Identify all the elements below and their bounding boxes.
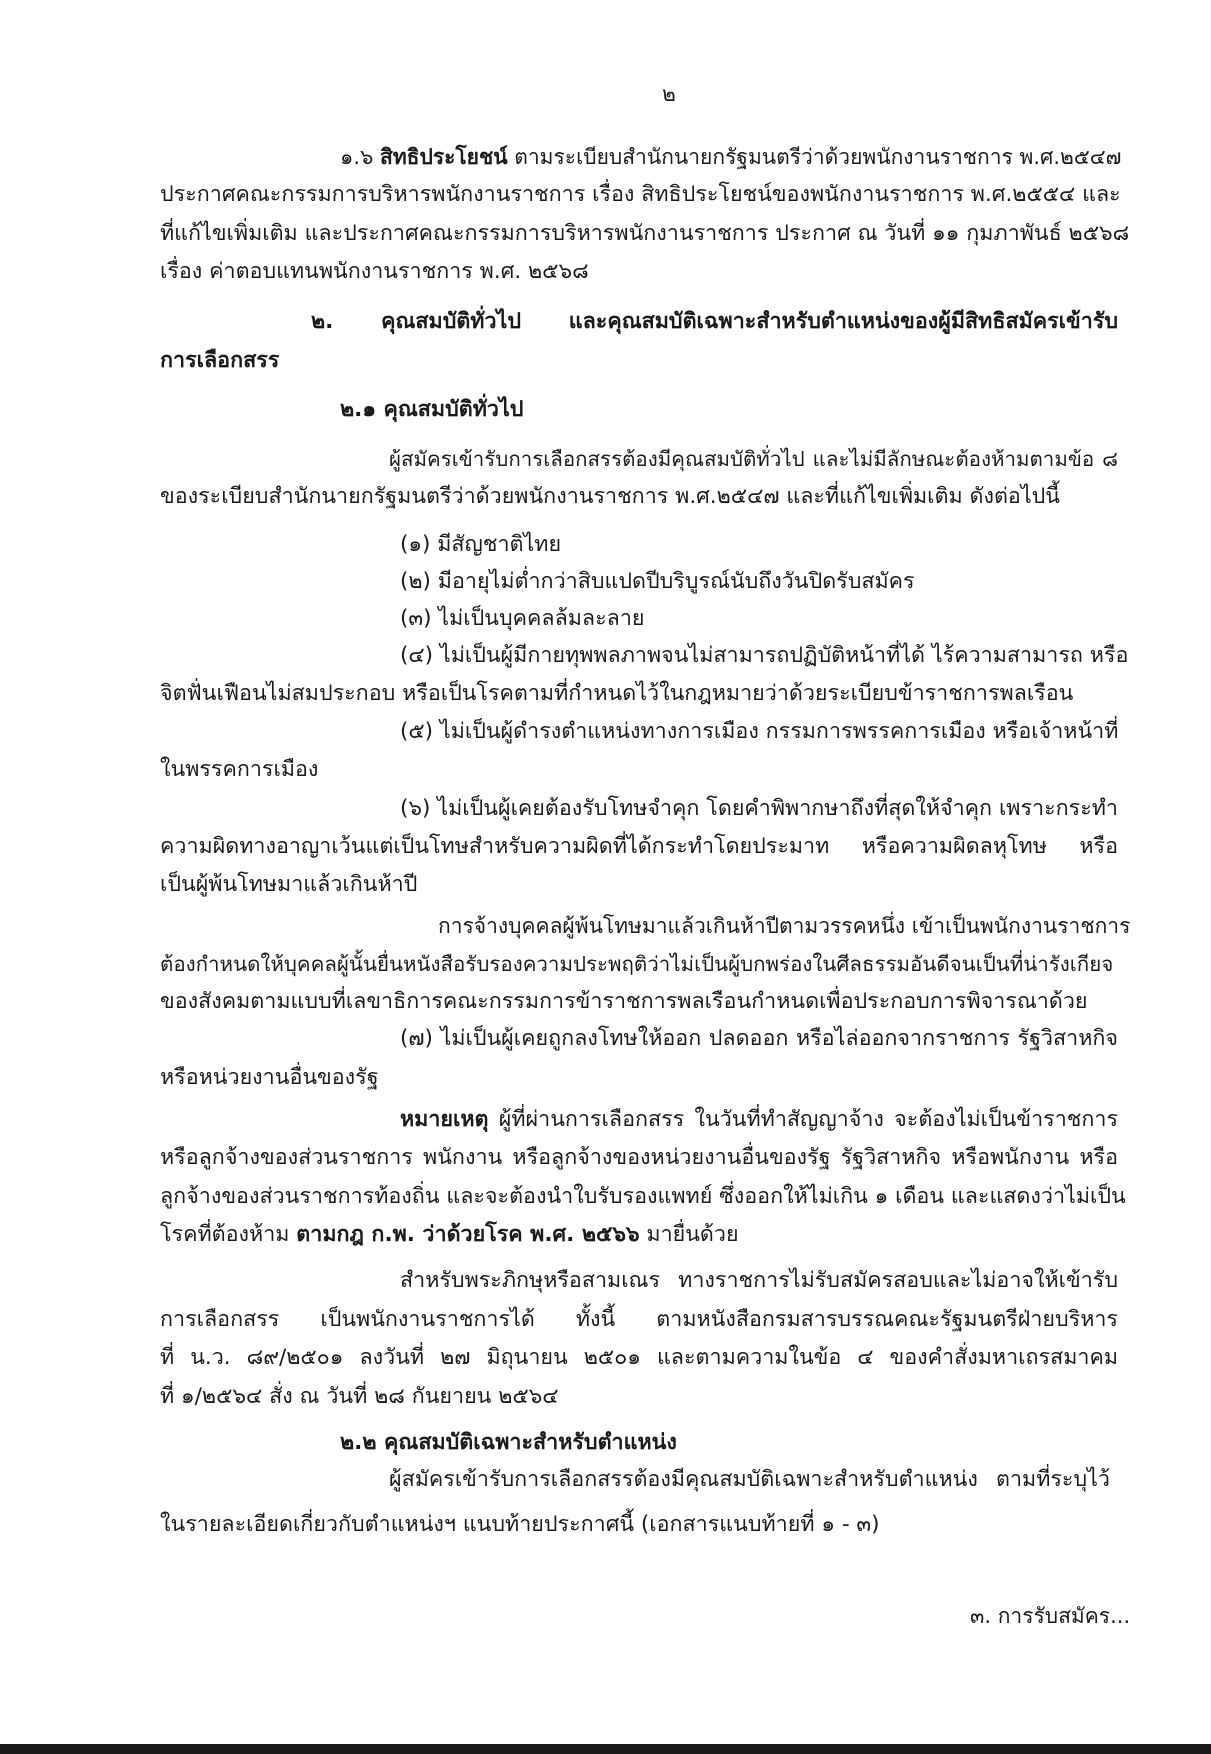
section-2-2-heading: ๒.๒ คุณสมบัติเฉพาะสำหรับตำแหน่ง (340, 1430, 677, 1455)
qualification-item-7-cont: หรือหน่วยงานอื่นของรัฐ (160, 1065, 379, 1090)
qualification-item-2: (๒) มีอายุไม่ต่ำกว่าสิบแปดปีบริบูรณ์นับถึงวันปิดรับสมัคร (400, 569, 915, 594)
qualification-item-6-cont1: ความผิดทางอาญาเว้นแต่เป็นโทษสำหรับความผิดที่ได้กระทำโดยประมาท หรือความผิดลหุโทษ หรือ (160, 834, 1118, 859)
note-line1-text: ผู้ที่ผ่านการเลือกสรร ในวันที่ทำสัญญาจ้าง จะต้องไม่เป็นข้าราชการ (488, 1107, 1118, 1132)
s2-1-intro-line2: ของระเบียบสำนักนายกรัฐมนตรีว่าด้วยพนักงานราชการ พ.ศ.๒๕๔๗ และที่แก้ไขเพิ่มเติม ดังต่อไปนี้ (160, 484, 1060, 509)
qualification-item-6: (๖) ไม่เป็นผู้เคยต้องรับโทษจำคุก โดยคำพิพากษาถึงที่สุดให้จำคุก เพราะกระทำ (400, 796, 1118, 821)
monk-line4: ที่ ๑/๒๕๖๔ สั่ง ณ วันที่ ๒๘ กันยายน ๒๕๖๔ (160, 1384, 559, 1409)
s2-2-line1: ผู้สมัครเข้ารับการเลือกสรรต้องมีคุณสมบัติเฉพาะสำหรับตำแหน่ง ตามที่ระบุไว้ (389, 1467, 1110, 1492)
s1-6-line2: ประกาศคณะกรรมการบริหารพนักงานราชการ เรื่อง สิทธิประโยชน์ของพนักงานราชการ พ.ศ.๒๕๕๔ และ (160, 182, 1121, 207)
note-line4-bold: ตามกฎ ก.พ. ว่าด้วยโรค พ.ศ. ๒๕๖๖ (296, 1222, 640, 1247)
monk-line3: ที่ น.ว. ๘๙/๒๕๐๑ ลงวันที่ ๒๗ มิถุนายน ๒๕๐๑ และตามความในข้อ ๔ ของคำสั่งมหาเถรสมาคม (160, 1345, 1118, 1370)
qualification-item-4: (๔) ไม่เป็นผู้มีกายทุพพลภาพจนไม่สามารถปฏิบัติหน้าที่ได้ ไร้ความสามารถ หรือ (400, 643, 1129, 668)
qualification-item-7: (๗) ไม่เป็นผู้เคยถูกลงโทษให้ออก ปลดออก หรือไล่ออกจากราชการ รัฐวิสาหกิจ (400, 1026, 1118, 1051)
s1-6-line3: ที่แก้ไขเพิ่มเติม และประกาศคณะกรรมการบริหารพนักงานราชการ ประกาศ ณ วันที่ ๑๑ กุมภาพันธ์ ๒๕๖๘ (160, 221, 1130, 246)
item-6-paragraph-line1: การจ้างบุคคลผู้พ้นโทษมาแล้วเกินห้าปีตามวรรคหนึ่ง เข้าเป็นพนักงานราชการ (438, 914, 1131, 938)
note-line4 (160, 1219, 739, 1251)
s2-2-line2: ในรายละเอียดเกี่ยวกับตำแหน่งฯ แนบท้ายประกาศนี้ (เอกสารแนบท้ายที่ ๑ - ๓) (160, 1512, 880, 1537)
qualification-item-6-cont2: เป็นผู้พ้นโทษมาแล้วเกินห้าปี (160, 872, 418, 897)
item-6-paragraph-line2: ต้องกำหนดให้บุคคลผู้นั้นยื่นหนังสือรับรองความประพฤติว่าไม่เป็นผู้บกพร่องในศีลธรรมอันดีจนเป็นที่น่ารังเกียจ (160, 952, 1114, 976)
section-2-1-heading: ๒.๑ คุณสมบัติทั่วไป (340, 397, 524, 422)
qualification-item-3: (๓) ไม่เป็นบุคคลล้มละลาย (400, 606, 645, 631)
s1-6-line4: เรื่อง ค่าตอบแทนพนักงานราชการ พ.ศ. ๒๕๖๘ (160, 259, 589, 284)
next-page-continuation: ๓. การรับสมัคร... (970, 1604, 1131, 1628)
s1-6-label: ๑.๖ (340, 145, 381, 169)
item-6-paragraph-line3: ของสังคมตามแบบที่เลขาธิการคณะกรรมการข้าราชการพลเรือนกำหนดเพื่อประกอบการพิจารณาด้วย (160, 989, 1088, 1014)
qualification-item-5-cont: ในพรรคการเมือง (160, 757, 319, 782)
qualification-item-5: (๕) ไม่เป็นผู้ดำรงตำแหน่งทางการเมือง กรรมการพรรคการเมือง หรือเจ้าหน้าที่ (400, 719, 1119, 744)
note-line4-a: โรคที่ต้องห้าม (160, 1222, 297, 1247)
s1-6-heading: สิทธิประโยชน์ (380, 145, 508, 169)
s1-6-line1 (340, 141, 1122, 173)
page-number: ๒ (662, 82, 676, 106)
s1-6-line1-text: ตามระเบียบสำนักนายกรัฐมนตรีว่าด้วยพนักงานราชการ พ.ศ.๒๕๔๗ (507, 145, 1122, 169)
qualification-item-4-cont: จิตฟั่นเฟือนไม่สมประกอบ หรือเป็นโรคตามที่กำหนดไว้ในกฎหมายว่าด้วยระเบียบข้าราชการพลเรือน (160, 681, 1074, 706)
monk-line2: การเลือกสรร เป็นพนักงานราชการได้ ทั้งนี้ ตามหนังสือกรมสารบรรณคณะรัฐมนตรีฝ่ายบริหาร (160, 1307, 1118, 1332)
note-line3: ลูกจ้างของส่วนราชการท้องถิ่น และจะต้องนำใบรับรองแพทย์ ซึ่งออกให้ไม่เกิน ๑ เดือน และแสดงว่าไม่เป็น (160, 1184, 1126, 1209)
section-2-heading-cont: การเลือกสรร (160, 348, 280, 373)
qualification-item-1: (๑) มีสัญชาติไทย (400, 532, 562, 557)
note-line4-c: มายื่นด้วย (639, 1222, 739, 1247)
section-2-heading: ๒. คุณสมบัติทั่วไป และคุณสมบัติเฉพาะสำหรับตำแหน่งของผู้มีสิทธิสมัครเข้ารับ (311, 309, 1118, 334)
note-line1 (400, 1104, 1118, 1136)
monk-line1: สำหรับพระภิกษุหรือสามเณร ทางราชการไม่รับสมัครสอบและไม่อาจให้เข้ารับ (400, 1268, 1118, 1293)
bottom-edge-bar (0, 1744, 1211, 1754)
s2-1-intro-line1: ผู้สมัครเข้ารับการเลือกสรรต้องมีคุณสมบัติทั่วไป และไม่มีลักษณะต้องห้ามตามข้อ ๘ (389, 447, 1118, 471)
note-label: หมายเหตุ (400, 1107, 489, 1132)
note-line2: หรือลูกจ้างของส่วนราชการ พนักงาน หรือลูกจ้างของหน่วยงานอื่นของรัฐ รัฐวิสาหกิจ หรือพนักงาน หรือ (160, 1145, 1118, 1170)
